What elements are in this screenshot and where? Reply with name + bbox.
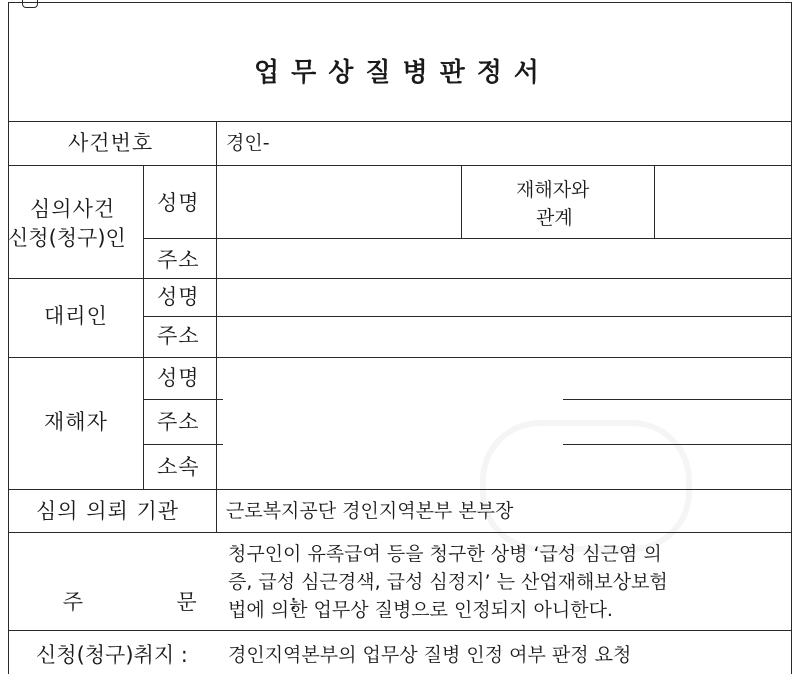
column-divider (461, 165, 462, 238)
row-divider (563, 399, 792, 400)
victim-address-label: 주소 (157, 410, 200, 434)
decision-label-text: 주 문 : (62, 590, 298, 614)
column-divider (654, 165, 655, 238)
row-divider (8, 357, 792, 358)
row-divider (563, 444, 792, 445)
requesting-agency-label: 심의 의뢰 기관 (36, 499, 180, 523)
column-divider (216, 121, 217, 532)
case-number-label: 사건번호 (68, 131, 154, 155)
purpose-value: 경인지역본부의 업무상 질병 인정 여부 판정 요청 (228, 644, 632, 666)
decision-line: 증, 급성 심근경색, 급성 심정지’ 는 산업재해보상보험 (228, 571, 668, 593)
title-divider (8, 121, 792, 122)
applicant-name-label: 성명 (157, 191, 200, 215)
punch-mark (22, 0, 38, 8)
case-number-value: 경인- (226, 132, 270, 154)
column-divider (143, 165, 144, 489)
frame-left-border (8, 2, 9, 674)
agent-group-label: 대리인 (44, 304, 108, 328)
row-divider (143, 238, 792, 239)
applicant-group-label: 심의사건 (30, 197, 116, 221)
victim-affiliation-label: 소속 (157, 455, 200, 479)
row-divider (8, 489, 792, 490)
decision-text (228, 540, 668, 624)
row-divider (143, 399, 223, 400)
victim-name-label: 성명 (157, 366, 200, 390)
relation-label: 재해자와 (516, 179, 590, 201)
applicant-address-label: 주소 (157, 248, 200, 272)
victim-group-label: 재해자 (44, 410, 108, 434)
agent-name-label: 성명 (157, 285, 200, 309)
decision-line: 청구인이 유족급여 등을 청구한 상병 ‘급성 심근염 의 (228, 543, 662, 565)
row-divider (8, 165, 792, 166)
document-title: 업무상질병판정서 (254, 58, 551, 88)
frame-top-border (8, 2, 792, 3)
row-divider (8, 278, 792, 279)
decision-line: 법에 의한 업무상 질병으로 인정되지 아니한다. (228, 599, 613, 621)
frame-right-border (791, 2, 792, 674)
relation-label: 관계 (536, 207, 573, 229)
purpose-label: 신청(청구)취지 : (36, 643, 188, 667)
applicant-group-label: 신청(청구)인 (8, 226, 126, 250)
requesting-agency-value: 근로복지공단 경인지역본부 본부장 (226, 500, 514, 522)
row-divider (8, 532, 792, 533)
row-divider (143, 316, 792, 317)
row-divider (143, 444, 223, 445)
agent-address-label: 주소 (157, 324, 200, 348)
